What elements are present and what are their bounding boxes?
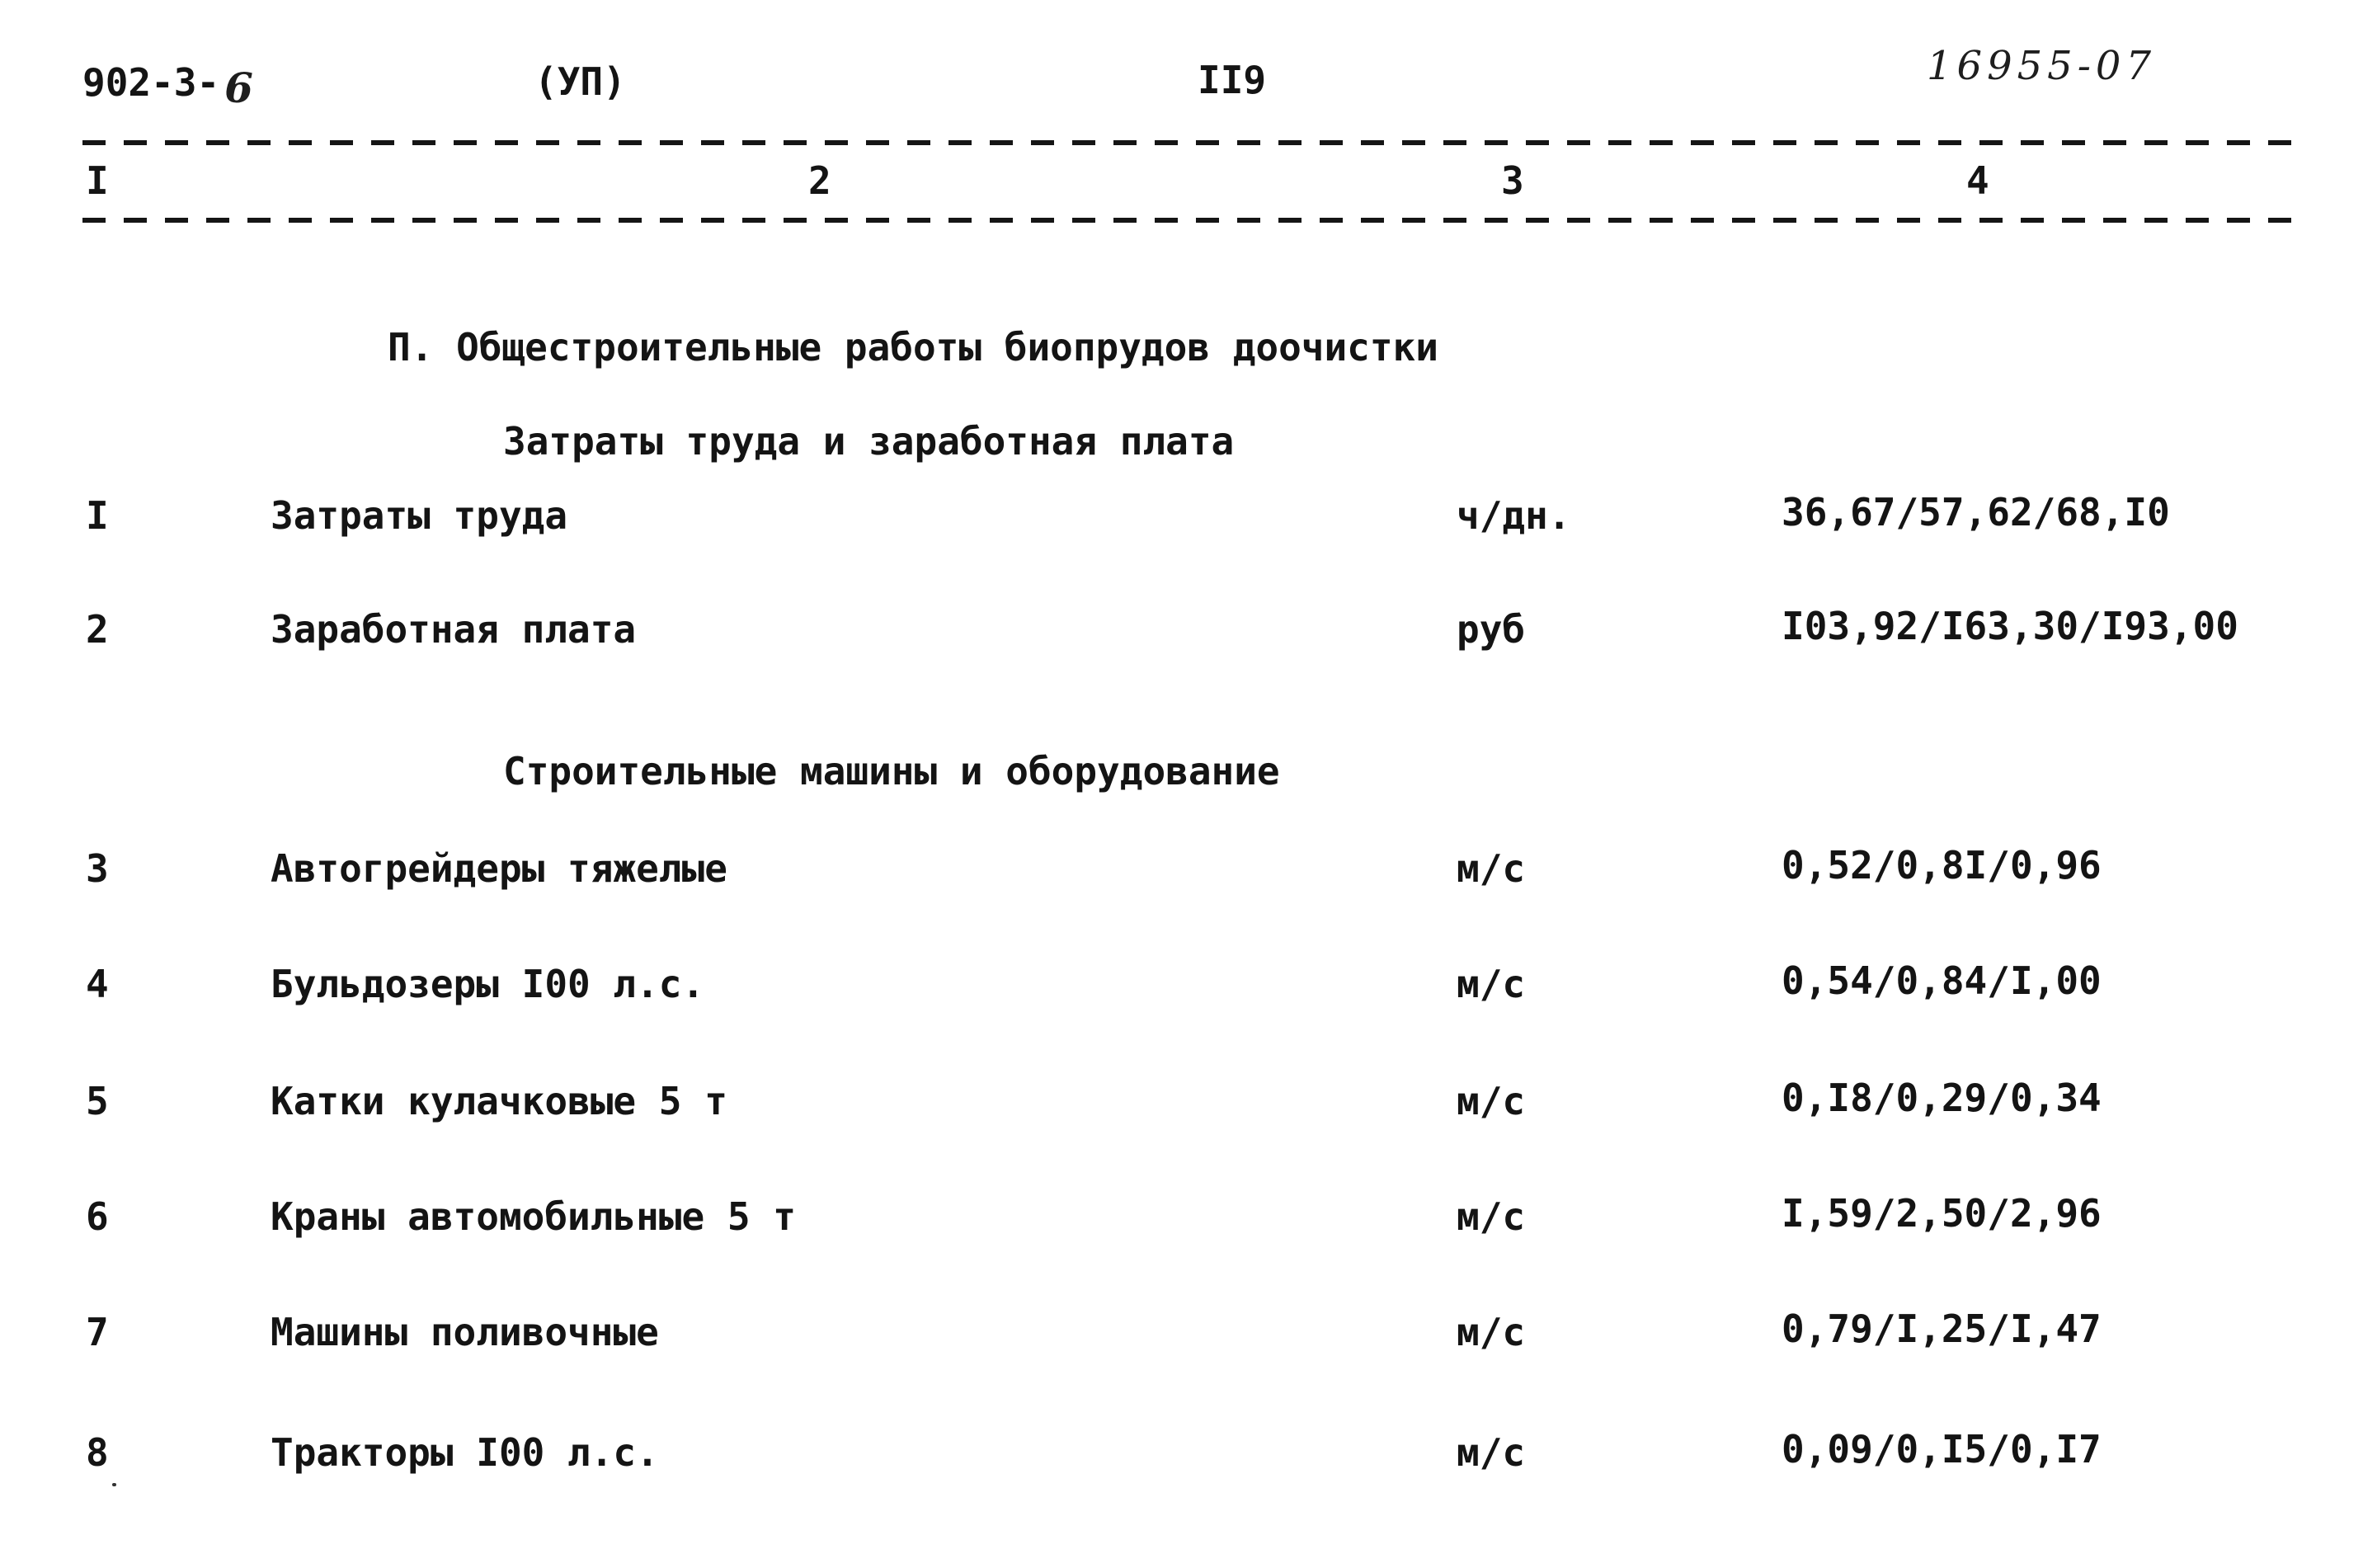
row-name: Заработная плата xyxy=(271,607,637,652)
row-unit: м/с xyxy=(1457,1310,1526,1354)
row-number: 3 xyxy=(86,846,109,891)
row-value: 36,67/57,62/68,I0 xyxy=(1782,490,2170,534)
doc-code-handwritten-suffix: 6 xyxy=(224,64,253,112)
page-number: II9 xyxy=(1198,58,1267,102)
scan-speck xyxy=(112,1483,116,1486)
row-value: I,59/2,50/2,96 xyxy=(1782,1191,2102,1236)
row-unit: руб xyxy=(1457,607,1526,652)
row-number: 4 xyxy=(86,962,109,1006)
row-value: 0,79/I,25/I,47 xyxy=(1782,1307,2102,1351)
row-unit: ч/дн. xyxy=(1457,493,1571,538)
handwritten-inventory-number: 16955-07 xyxy=(1927,43,2156,89)
group-heading-machines: Строительные машины и оборудование xyxy=(503,749,1280,793)
row-name: Затраты труда xyxy=(271,493,568,538)
row-name: Краны автомобильные 5 т xyxy=(271,1194,796,1239)
row-value: 0,09/0,I5/0,I7 xyxy=(1782,1427,2102,1471)
row-number: 8 xyxy=(86,1430,109,1475)
row-unit: м/с xyxy=(1457,962,1526,1006)
row-number: I xyxy=(86,493,109,538)
row-unit: м/с xyxy=(1457,1430,1526,1475)
group-heading-labor: Затраты труда и заработная плата xyxy=(503,419,1235,464)
row-name: Тракторы I00 л.с. xyxy=(271,1430,659,1475)
row-number: 2 xyxy=(86,607,109,652)
dashed-rule-bottom xyxy=(82,218,2301,223)
row-unit: м/с xyxy=(1457,1194,1526,1239)
row-unit: м/с xyxy=(1457,1079,1526,1123)
row-value: 0,52/0,8I/0,96 xyxy=(1782,843,2102,888)
row-unit: м/с xyxy=(1457,846,1526,891)
row-name: Автогрейдеры тяжелые xyxy=(271,846,727,891)
row-value: I03,92/I63,30/I93,00 xyxy=(1782,604,2238,648)
doc-code xyxy=(82,60,253,112)
column-number-2: 2 xyxy=(808,158,831,203)
doc-code-prefix: 902-3- xyxy=(82,60,220,105)
column-number-1: I xyxy=(86,158,109,203)
row-number: 7 xyxy=(86,1310,109,1354)
row-name: Катки кулачковые 5 т xyxy=(271,1079,727,1123)
row-name: Бульдозеры I00 л.с. xyxy=(271,962,705,1006)
dashed-rule-top xyxy=(82,140,2301,145)
column-number-3: 3 xyxy=(1501,158,1524,203)
row-name: Машины поливочные xyxy=(271,1310,659,1354)
row-value: 0,I8/0,29/0,34 xyxy=(1782,1076,2102,1120)
column-number-4: 4 xyxy=(1966,158,1989,203)
row-value: 0,54/0,84/I,00 xyxy=(1782,958,2102,1003)
album-label: (УП) xyxy=(534,59,626,104)
section-title: П. Общестроительные работы биопрудов доочистки xyxy=(388,325,1438,370)
row-number: 5 xyxy=(86,1079,109,1123)
row-number: 6 xyxy=(86,1194,109,1239)
